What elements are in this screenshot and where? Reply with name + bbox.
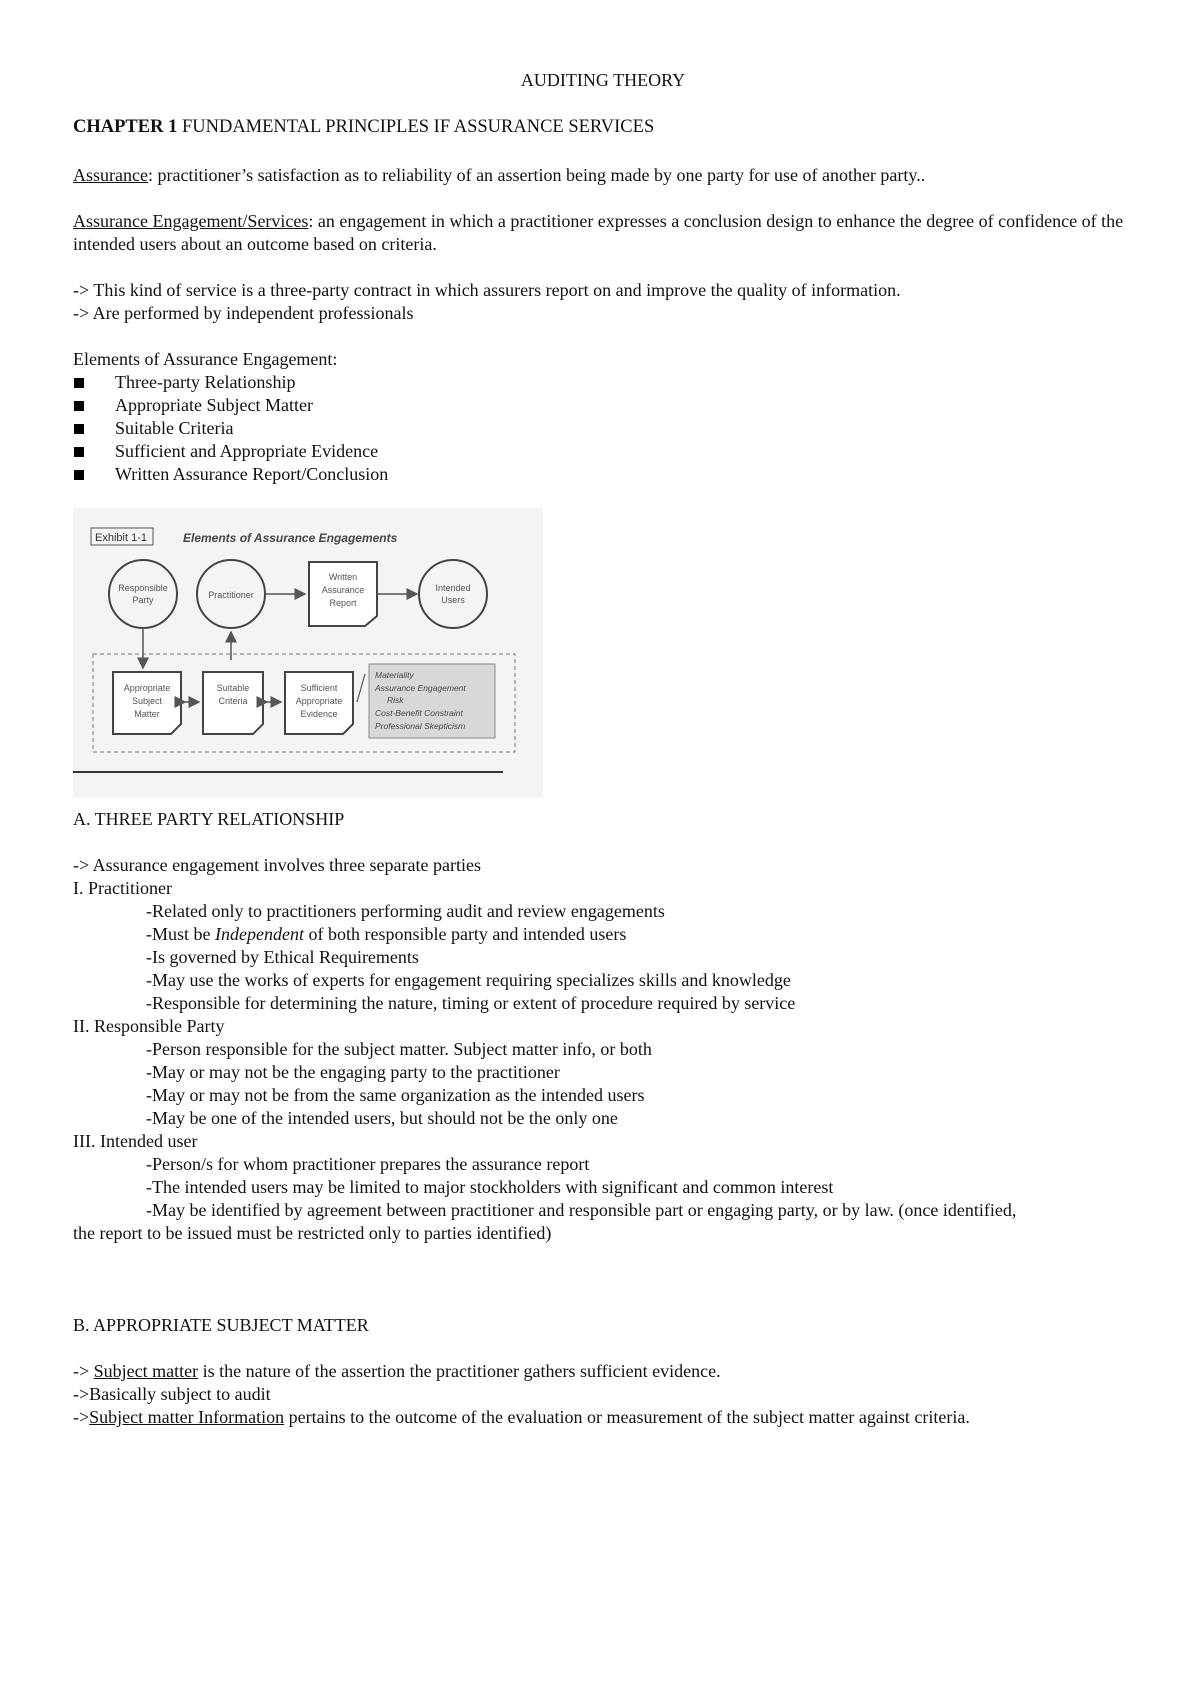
document-page bbox=[73, 70, 1133, 1429]
svg-text:Suitable: Suitable bbox=[216, 683, 250, 693]
svg-text:Cost-Benefit Constraint: Cost-Benefit Constraint bbox=[375, 708, 463, 718]
chapter-text: FUNDAMENTAL PRINCIPLES IF ASSURANCE SERVICES bbox=[177, 117, 655, 137]
responsible-party-label: II. Responsible Party bbox=[73, 1016, 225, 1036]
square-bullet-icon bbox=[74, 470, 84, 480]
svg-text:Materiality: Materiality bbox=[375, 670, 414, 680]
engagement-term: Assurance Engagement/Services bbox=[73, 211, 309, 231]
audit-line: ->Basically subject to audit bbox=[73, 1384, 271, 1404]
svg-text:Appropriate: Appropriate bbox=[295, 696, 343, 706]
section-a-intro: -> Assurance engagement involves three separate parties bbox=[73, 855, 481, 875]
list-item-continuation: the report to be issued must be restricted only to parties identified) bbox=[73, 1223, 552, 1243]
svg-text:Assurance Engagement: Assurance Engagement bbox=[375, 683, 466, 693]
list-item: Three-party Relationship bbox=[73, 371, 1133, 394]
svg-text:Evidence: Evidence bbox=[300, 709, 338, 719]
svg-text:Practitioner: Practitioner bbox=[208, 590, 254, 600]
section-a-heading: A. THREE PARTY RELATIONSHIP bbox=[73, 809, 345, 829]
assurance-definition bbox=[73, 164, 1133, 187]
svg-text:Written: Written bbox=[328, 572, 358, 582]
svg-text:Risk: Risk bbox=[387, 695, 404, 705]
engagement-def: : an engagement in which a practitioner expresses a conclusion design to enhance the degree of confidence of the intended users about an outcome based on criteria. bbox=[73, 211, 1124, 254]
svg-text:Responsible: Responsible bbox=[118, 583, 168, 593]
svg-text:Matter: Matter bbox=[134, 709, 160, 719]
assurance-term: Assurance bbox=[73, 165, 148, 185]
svg-text:Intended: Intended bbox=[435, 583, 471, 593]
svg-text:Users: Users bbox=[441, 595, 465, 605]
independent-word: Independent bbox=[215, 924, 304, 944]
list-item: Sufficient and Appropriate Evidence bbox=[73, 440, 1133, 463]
list-item: Written Assurance Report/Conclusion bbox=[73, 463, 1133, 486]
exhibit-figure bbox=[73, 508, 543, 798]
list-item: -May or may not be from the same organization as the intended users bbox=[146, 1085, 645, 1105]
svg-text:Subject: Subject bbox=[131, 696, 163, 706]
svg-text:Party: Party bbox=[132, 595, 154, 605]
exhibit-title: Elements of Assurance Engagements bbox=[183, 531, 398, 545]
list-item: Suitable Criteria bbox=[73, 417, 1133, 440]
elements-list bbox=[73, 371, 1133, 486]
list-item: -Must be Independent of both responsible party and intended users bbox=[146, 924, 627, 944]
exhibit-label: Exhibit 1-1 bbox=[95, 532, 147, 544]
svg-text:Criteria: Criteria bbox=[218, 696, 248, 706]
list-item: -Responsible for determining the nature, timing or extent of procedure required by service bbox=[146, 993, 796, 1013]
subject-matter-line: -> Subject matter is the nature of the assertion the practitioner gathers sufficient evidence. bbox=[73, 1361, 721, 1381]
list-item: -May or may not be the engaging party to the practitioner bbox=[146, 1062, 560, 1082]
section-b-heading: B. APPROPRIATE SUBJECT MATTER bbox=[73, 1315, 369, 1335]
list-item: -Person/s for whom practitioner prepares the assurance report bbox=[146, 1154, 590, 1174]
svg-text:Appropriate: Appropriate bbox=[123, 683, 171, 693]
svg-text:Report: Report bbox=[329, 598, 357, 608]
chapter-label: CHAPTER 1 bbox=[73, 117, 178, 137]
square-bullet-icon bbox=[74, 447, 84, 457]
subject-info-line: ->Subject matter Information pertains to the outcome of the evaluation or measurement of the subject matter against criteria. bbox=[73, 1407, 970, 1427]
square-bullet-icon bbox=[74, 401, 84, 411]
list-item: -Related only to practitioners performing audit and review engagements bbox=[146, 901, 665, 921]
note-line: -> Are performed by independent professionals bbox=[73, 303, 414, 323]
square-bullet-icon bbox=[74, 424, 84, 434]
subject-info-term: Subject matter Information bbox=[89, 1407, 285, 1427]
square-bullet-icon bbox=[74, 378, 84, 388]
note-line: -> This kind of service is a three-party contract in which assurers report on and improve the quality of information. bbox=[73, 280, 901, 300]
list-item: Appropriate Subject Matter bbox=[73, 394, 1133, 417]
list-item: -May use the works of experts for engagement requiring specializes skills and knowledge bbox=[146, 970, 791, 990]
svg-text:Sufficient: Sufficient bbox=[300, 683, 338, 693]
svg-text:Assurance: Assurance bbox=[321, 585, 365, 595]
engagement-definition bbox=[73, 210, 1133, 256]
svg-text:Professional Skepticism: Professional Skepticism bbox=[375, 721, 466, 731]
list-item: -Person responsible for the subject matter. Subject matter info, or both bbox=[146, 1039, 652, 1059]
assurance-def: : practitioner’s satisfaction as to reliability of an assertion being made by one party for use of another party.. bbox=[147, 165, 926, 185]
list-item: -Is governed by Ethical Requirements bbox=[146, 947, 419, 967]
document-title: AUDITING THEORY bbox=[520, 70, 686, 90]
elements-heading: Elements of Assurance Engagement: bbox=[73, 349, 338, 369]
chapter-heading bbox=[73, 117, 1133, 138]
practitioner-label: I. Practitioner bbox=[73, 878, 172, 898]
exhibit-diagram bbox=[73, 508, 543, 798]
list-item: -The intended users may be limited to major stockholders with significant and common interest bbox=[146, 1177, 834, 1197]
intended-user-label: III. Intended user bbox=[73, 1131, 198, 1151]
list-item: -May be one of the intended users, but should not be the only one bbox=[146, 1108, 618, 1128]
list-item: -May be identified by agreement between practitioner and responsible part or engaging party, or by law. (once identified, bbox=[146, 1200, 1017, 1220]
subject-matter-term: Subject matter bbox=[93, 1361, 199, 1381]
